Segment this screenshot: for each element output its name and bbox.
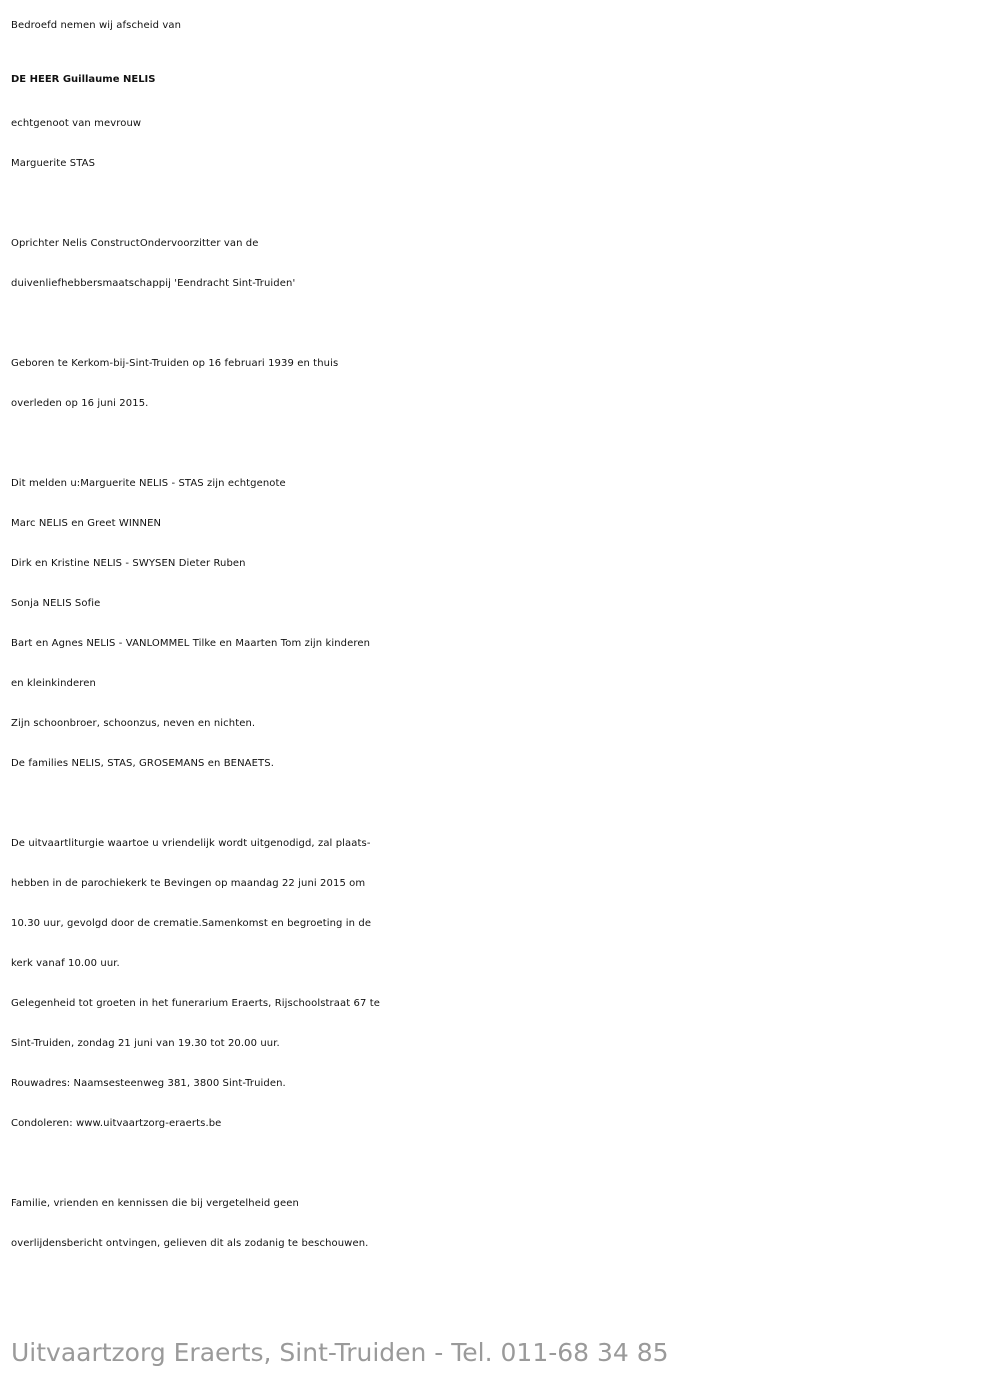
family-line: Dit melden u:Marguerite NELIS - STAS zijn echtgenote [11,478,286,489]
funeral-home-footer: Uitvaartzorg Eraerts, Sint-Truiden - Tel. 011-68 34 85 [11,1338,669,1367]
condolence-line: Condoleren: www.uitvaartzorg-eraerts.be [11,1118,222,1129]
life-line-1: Geboren te Kerkom-bij-Sint-Truiden op 16 februari 1939 en thuis [11,358,339,369]
service-line: 10.30 uur, gevolgd door de crematie.Samenkomst en begroeting in de [11,918,372,929]
service-line: kerk vanaf 10.00 uur. [11,958,120,969]
service-line: Rouwadres: Naamsesteenweg 381, 3800 Sint-Truiden. [11,1078,286,1089]
life-line-2: overleden op 16 juni 2015. [11,398,149,409]
service-line: hebben in de parochiekerk te Bevingen op maandag 22 juni 2015 om [11,878,366,889]
intro-text: Bedroefd nemen wij afscheid van [11,20,182,31]
family-line: Zijn schoonbroer, schoonzus, neven en nichten. [11,718,256,729]
spacer [11,304,988,344]
spacer [11,184,988,224]
function-line-1: Oprichter Nelis ConstructOndervoorzitter van de [11,238,259,249]
service-line: De uitvaartliturgie waartoe u vriendelijk wordt uitgenodigd, zal plaats- [11,838,371,849]
spacer [11,784,988,824]
spacer [11,1144,988,1184]
service-line: Sint-Truiden, zondag 21 juni van 19.30 tot 20.00 uur. [11,1038,280,1049]
family-line: Dirk en Kristine NELIS - SWYSEN Dieter Ruben [11,558,246,569]
family-line: Bart en Agnes NELIS - VANLOMMEL Tilke en Maarten Tom zijn kinderen [11,638,371,649]
family-line: Sonja NELIS Sofie [11,598,101,609]
family-line: De families NELIS, STAS, GROSEMANS en BENAETS. [11,758,274,769]
spouse-line-2: Marguerite STAS [11,158,96,169]
service-line: Gelegenheid tot groeten in het funerarium Eraerts, Rijschoolstraat 67 te [11,998,380,1009]
closing-line-2: overlijdensbericht ontvingen, gelieven dit als zodanig te beschouwen. [11,1238,369,1249]
family-line: en kleinkinderen [11,678,96,689]
family-line: Marc NELIS en Greet WINNEN [11,518,162,529]
spouse-line-1: echtgenoot van mevrouw [11,118,142,129]
closing-line-1: Familie, vrienden en kennissen die bij vergetelheid geen [11,1198,299,1209]
spacer [11,424,988,464]
function-line-2: duivenliefhebbersmaatschappij 'Eendracht Sint-Truiden' [11,278,296,289]
deceased-name: DE HEER Guillaume NELIS [11,74,156,85]
